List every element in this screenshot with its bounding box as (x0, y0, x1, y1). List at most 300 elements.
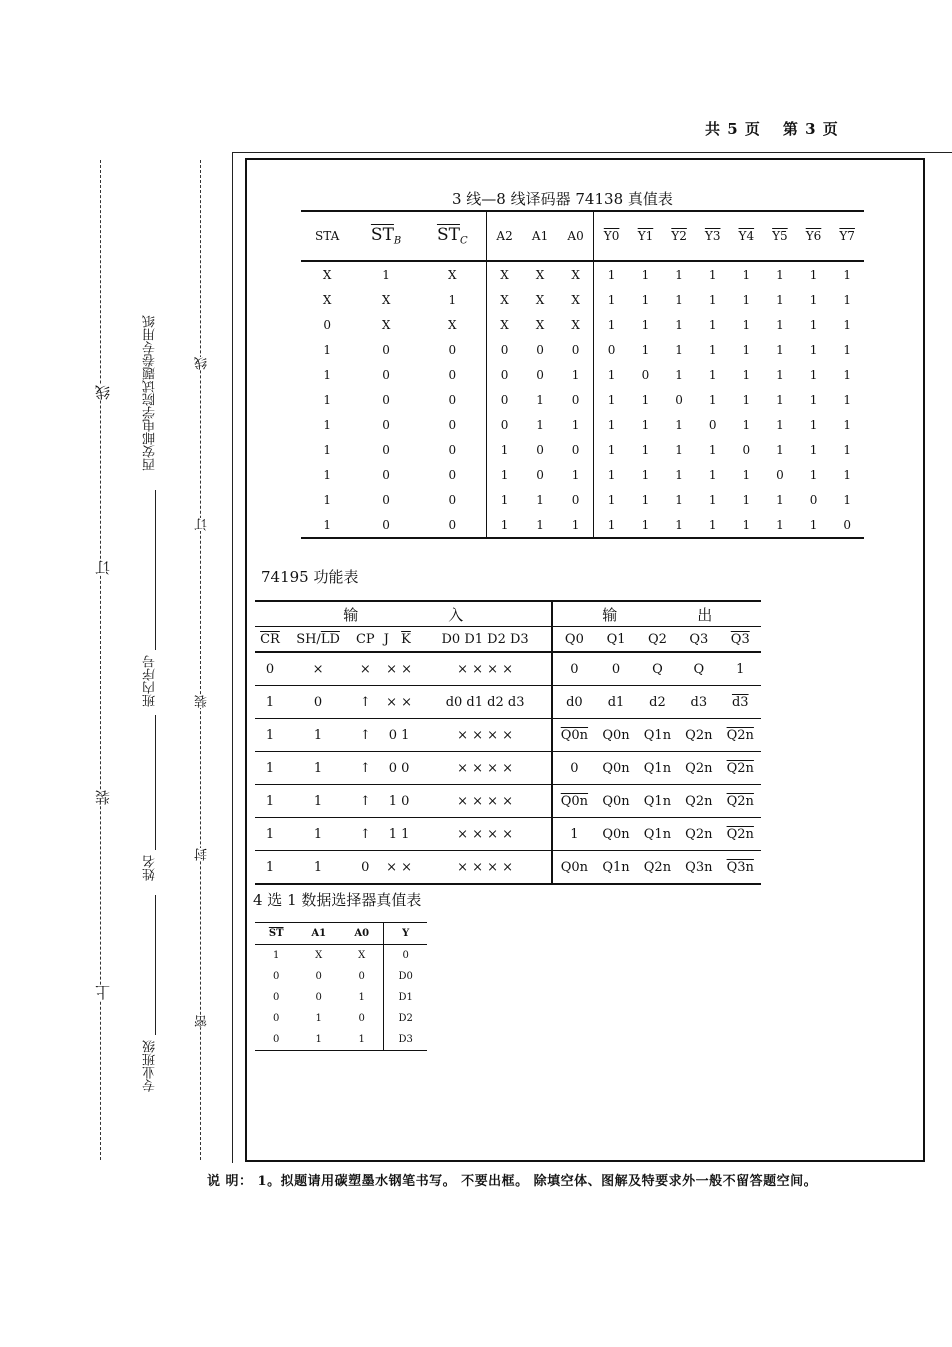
table-cell: Q1n (637, 818, 678, 851)
margin-mark-zhuang: 装 (94, 790, 112, 805)
table-cell: 0 (536, 467, 544, 482)
table-cell: X (558, 261, 594, 287)
table-cell: 0 (536, 342, 544, 357)
table-cell: X (419, 312, 486, 337)
table-cell: 0 (742, 442, 751, 457)
table-row (301, 387, 864, 412)
table-cell: Q2n (678, 752, 719, 785)
table-row (255, 652, 761, 686)
field-class-seq: 班内序号 (143, 655, 158, 707)
table-cell: D0 (398, 971, 413, 982)
table-cell: 0 (315, 971, 322, 982)
table-cell: 0 (675, 392, 683, 407)
table-cell: 1 (607, 417, 616, 432)
table-cell: 0 (843, 517, 851, 532)
table-cell: 0 (382, 392, 390, 407)
table-cell: X (558, 312, 594, 337)
table-cell: × (351, 652, 379, 686)
col-y3: Y3 (704, 229, 721, 243)
table-cell: X (500, 267, 509, 282)
table-cell: 0 (558, 487, 594, 512)
table-cell: Q1n (595, 851, 636, 885)
table-cell: 0 (536, 367, 544, 382)
table-cell: Q0n (552, 851, 595, 885)
table-cell: 1 (708, 267, 717, 282)
table-cell: 1 (809, 342, 818, 357)
table-cell: 1 (809, 417, 818, 432)
table-cell: X (315, 950, 323, 961)
table-cell: 1 (776, 342, 784, 357)
table-cell: 1 (607, 392, 616, 407)
table-cell: Q0n (552, 719, 595, 752)
table-cell: 1 (776, 292, 784, 307)
table-cell: 1 (641, 267, 650, 282)
table-cell: 0 (419, 387, 486, 412)
table-cell: 1 (255, 686, 285, 719)
table-cell: D2 (398, 1013, 413, 1024)
table-cell: 1 (843, 367, 851, 382)
table-cell: 1 (536, 392, 544, 407)
table-cell: 1 (776, 417, 784, 432)
col-y6: Y6 (805, 229, 822, 243)
table-cell: 0 (500, 417, 509, 432)
table-cell: 0 (595, 652, 636, 686)
table-cell: × × × × (419, 752, 553, 785)
table-cell: 1 (708, 492, 717, 507)
table-cell: Q (678, 652, 719, 686)
table-cell: 0 (273, 1013, 280, 1024)
table-row (255, 987, 427, 1008)
table-cell: 1 (323, 442, 331, 457)
col-a0: A0 (558, 211, 594, 261)
table-cell: X (322, 292, 332, 307)
table-cell: 1 (641, 342, 650, 357)
col-q3-bar: Q3 (720, 627, 761, 653)
table-cell: 1 (323, 392, 331, 407)
table-cell: Q (637, 652, 678, 686)
group-output: 输 出 (552, 601, 761, 627)
current-page: 第 3 页 (782, 120, 839, 138)
table-cell: 0 (641, 367, 650, 382)
table-cell: 0 (419, 487, 486, 512)
table-cell: 1 (708, 442, 717, 457)
table-cell: × × × × (419, 652, 553, 686)
table-cell: 1 (500, 442, 509, 457)
table-cell: 1 (776, 442, 784, 457)
col-y1: Y1 (637, 229, 654, 243)
table-cell: 1 (843, 267, 851, 282)
table-cell: 1 (285, 851, 351, 885)
col-y7: Y7 (839, 229, 855, 243)
table-cell: Q0n (595, 785, 636, 818)
table-cell: 1 (843, 342, 851, 357)
table-cell: × × (379, 652, 418, 686)
table-row (301, 362, 864, 387)
field-name: 姓名 (143, 855, 158, 881)
total-pages: 共 5 页 (705, 120, 761, 138)
col-y4: Y4 (738, 229, 755, 243)
col-q3: Q3 (678, 627, 719, 653)
binding-line-outer (100, 160, 101, 1160)
table-cell: Q2n (637, 851, 678, 885)
table-cell: 1 (340, 1029, 384, 1051)
table-cell: 1 (536, 417, 544, 432)
table-cell: 1 (675, 267, 683, 282)
table-cell: 0 1 (379, 719, 418, 752)
table-cell: 1 (809, 267, 818, 282)
table-cell: 1 (285, 785, 351, 818)
table-cell: 1 (500, 467, 509, 482)
table-cell: 1 (843, 442, 851, 457)
table-cell: 1 (607, 317, 616, 332)
table-cell: 0 (809, 492, 818, 507)
table-cell: 1 (843, 467, 851, 482)
col-a1: A1 (531, 229, 549, 243)
col-cp: CP (351, 627, 379, 653)
table-row (255, 752, 761, 785)
table-cell: 0 (558, 337, 594, 362)
table-cell: 1 (742, 342, 751, 357)
table-cell: Q0n (595, 818, 636, 851)
table-cell: 1 (536, 492, 544, 507)
field-paper-title: 西安邮电学院试题卷专用纸 (143, 315, 158, 471)
table-cell: 1 (809, 392, 818, 407)
table-cell: X (535, 317, 545, 332)
table-cell: 1 (776, 392, 784, 407)
table-cell: 0 (536, 442, 544, 457)
table-row (301, 437, 864, 462)
table-row (255, 1008, 427, 1029)
table-cell: 1 (708, 317, 717, 332)
table-cell: 0 (419, 412, 486, 437)
table-cell: 1 (776, 367, 784, 382)
footer-note: 说 明： 1。拟题请用碳塑墨水钢笔书写。 不要出框。 除填空体、图解及特要求外一般不留答题空间。 (207, 1174, 818, 1189)
table-cell: Q2n (720, 785, 761, 818)
table-cell: 1 (500, 517, 509, 532)
table-row (301, 487, 864, 512)
table-cell: 0 (255, 1029, 297, 1051)
table-cell: 1 (720, 652, 761, 686)
table-cell: 1 (708, 292, 717, 307)
table-cell: 1 (641, 517, 650, 532)
table-cell: X (558, 287, 594, 312)
table-cell: 1 (255, 719, 285, 752)
table-cell: 0 (558, 437, 594, 462)
table-cell: 1 (607, 442, 616, 457)
table-cell: X (500, 317, 509, 332)
table-cell: 0 (419, 512, 486, 538)
shift-caption: 74195 功能表 (261, 568, 359, 586)
binding-line-inner (200, 160, 201, 1160)
table-cell: 1 (742, 267, 751, 282)
table-cell: 1 (323, 467, 331, 482)
table-cell: 0 (285, 686, 351, 719)
field-line-seq (155, 490, 156, 650)
table-cell: 1 (742, 467, 751, 482)
table-row (301, 312, 864, 337)
table-row (255, 1029, 427, 1051)
table-cell: 1 (843, 317, 851, 332)
table-cell: Q2n (720, 752, 761, 785)
table-cell: d0 (552, 686, 595, 719)
table-cell: 1 (843, 492, 851, 507)
table-cell: Q3n (720, 851, 761, 885)
table-cell: 0 (500, 342, 509, 357)
table-row (255, 818, 761, 851)
margin-mark-xian2: 线 (195, 357, 210, 370)
table-cell: Q2n (678, 719, 719, 752)
col-sh-ld: $SH/\overline{LD}$ (285, 627, 351, 653)
table-row (301, 412, 864, 437)
table-cell: × × × × (419, 851, 553, 885)
table-cell: d3 (678, 686, 719, 719)
field-line-major (155, 895, 156, 1035)
table-cell: d3 (720, 686, 761, 719)
col-y: Y (384, 923, 427, 945)
table-cell: 1 (323, 342, 331, 357)
table-cell: 0 (500, 392, 509, 407)
table-cell: 1 (323, 417, 331, 432)
table-cell: Q0n (595, 752, 636, 785)
col-q2: Q2 (637, 627, 678, 653)
table-cell: 0 0 (379, 752, 418, 785)
table-cell: × × × × (419, 785, 553, 818)
table-row (301, 512, 864, 538)
table-cell: 1 (776, 267, 784, 282)
col-cr: $\overline{CR}$ (255, 627, 285, 653)
mux-caption: 4 选 1 数据选择器真值表 (253, 891, 422, 909)
margin-mark-mi: 密 (195, 1015, 210, 1028)
table-cell: 1 (742, 417, 751, 432)
mux-truth-table (255, 922, 427, 1051)
table-cell: 1 (675, 342, 683, 357)
table-cell: Q0n (595, 719, 636, 752)
col-a0: A0 (340, 923, 384, 945)
table-cell: × × (379, 686, 418, 719)
table-cell: 1 (809, 467, 818, 482)
table-cell: 1 (558, 512, 594, 538)
table-cell: 0 (402, 950, 409, 961)
table-cell: 0 (382, 517, 390, 532)
table-cell: 0 (419, 437, 486, 462)
table-cell: d0 d1 d2 d3 (419, 686, 553, 719)
table-cell: 1 (255, 785, 285, 818)
table-cell: 1 (285, 752, 351, 785)
table-cell: 1 (809, 317, 818, 332)
table-cell: 1 (297, 1029, 340, 1051)
table-cell: Q2n (720, 818, 761, 851)
table-cell: 1 (708, 342, 717, 357)
table-cell: 1 (843, 392, 851, 407)
table-cell: Q3n (678, 851, 719, 885)
col-a1: A1 (297, 923, 340, 945)
col-a2: A2 (496, 229, 513, 243)
table-cell: 1 (809, 292, 818, 307)
table-cell: X (381, 317, 391, 332)
table-cell: 1 (641, 392, 650, 407)
table-cell: 1 (558, 412, 594, 437)
table-cell: 0 (323, 317, 331, 332)
table-cell: 1 (675, 442, 683, 457)
table-cell: D1 (398, 992, 413, 1003)
table-cell: 0 (776, 467, 784, 482)
table-cell: 1 (323, 367, 331, 382)
table-cell: ↑ (351, 686, 379, 719)
table-cell: 1 (323, 517, 331, 532)
table-cell: 1 (607, 367, 616, 382)
col-k: $\overline{K}$ (393, 627, 419, 653)
table-cell: 1 (273, 950, 280, 961)
table-cell: 0 (382, 467, 390, 482)
decoder-truth-table (301, 210, 864, 539)
table-cell: 1 (641, 492, 650, 507)
col-stc: $\overline{ST}_C$ (419, 211, 486, 261)
table-row (301, 337, 864, 362)
table-cell: Q2n (678, 785, 719, 818)
table-cell: 1 (340, 987, 384, 1008)
table-cell: 0 (552, 752, 595, 785)
table-cell: 1 (776, 517, 784, 532)
table-cell: × (285, 652, 351, 686)
table-cell: 1 (607, 492, 616, 507)
table-cell: 1 (708, 392, 717, 407)
table-cell: 1 (641, 317, 650, 332)
table-cell: 1 (285, 818, 351, 851)
table-cell: Q1n (637, 785, 678, 818)
table-cell: Q1n (637, 719, 678, 752)
table-cell: 0 (315, 992, 322, 1003)
page-number (705, 118, 861, 139)
table-cell: 0 (382, 442, 390, 457)
table-cell: 1 (255, 818, 285, 851)
col-j: J (379, 627, 393, 653)
table-cell: 0 (552, 652, 595, 686)
shift-function-table (255, 600, 761, 885)
table-cell: 1 (809, 367, 818, 382)
table-cell: 1 (675, 492, 683, 507)
table-cell: 1 (675, 292, 683, 307)
table-cell: 0 (351, 851, 379, 885)
table-cell: 1 (641, 417, 650, 432)
table-cell: 1 (675, 467, 683, 482)
field-major-class: 专业班级 (143, 1040, 158, 1092)
table-cell: 1 (552, 818, 595, 851)
table-row (255, 785, 761, 818)
table-cell: Q2n (720, 719, 761, 752)
table-cell: Q2n (678, 818, 719, 851)
table-cell: 0 (419, 462, 486, 487)
table-cell: 1 (742, 367, 751, 382)
margin-mark-zhuang2: 装 (195, 695, 210, 708)
group-input: 输 入 (255, 601, 552, 627)
col-q1: Q1 (595, 627, 636, 653)
field-line-name (155, 715, 156, 850)
table-cell: × × (379, 851, 418, 885)
margin-mark-shang: 上 (94, 985, 112, 1000)
table-row (255, 945, 427, 967)
table-cell: 0 (255, 652, 285, 686)
table-cell: 1 0 (379, 785, 418, 818)
table-cell: 1 (708, 367, 717, 382)
table-cell: 1 (742, 517, 751, 532)
table-cell: D3 (384, 1029, 427, 1051)
table-cell: 1 (558, 362, 594, 387)
table-cell: 1 (255, 752, 285, 785)
table-cell: 1 (843, 417, 851, 432)
table-cell: 1 (742, 392, 751, 407)
table-cell: 0 (500, 367, 509, 382)
col-st: $\overline{ST}$ (255, 923, 297, 945)
table-cell: X (500, 292, 509, 307)
table-cell: 0 (419, 362, 486, 387)
table-cell: 0 (273, 992, 280, 1003)
col-q0: Q0 (552, 627, 595, 653)
table-row (301, 462, 864, 487)
table-cell: 1 (776, 317, 784, 332)
margin-mark-ding: 订 (94, 560, 112, 575)
table-cell: 0 (382, 417, 390, 432)
table-cell: 1 (809, 517, 818, 532)
table-cell: X (381, 292, 391, 307)
table-cell: 1 (255, 851, 285, 885)
table-cell: 1 (675, 517, 683, 532)
table-cell: X (322, 267, 332, 282)
table-cell: Q0n (552, 785, 595, 818)
table-cell: 1 (675, 367, 683, 382)
table-cell: 1 (641, 467, 650, 482)
table-cell: X (340, 945, 384, 967)
table-row (255, 966, 427, 987)
table-cell: X (535, 292, 545, 307)
table-cell: d2 (637, 686, 678, 719)
table-cell: 0 (607, 342, 616, 357)
table-cell: X (419, 261, 486, 287)
table-cell: 0 (382, 367, 390, 382)
table-cell: d1 (595, 686, 636, 719)
table-cell: 0 (708, 417, 717, 432)
table-cell: 1 (558, 462, 594, 487)
table-cell: X (535, 267, 545, 282)
table-cell: 1 (708, 467, 717, 482)
table-cell: 1 (500, 492, 509, 507)
table-row (255, 719, 761, 752)
table-cell: 1 (607, 267, 616, 282)
table-cell: 1 (809, 442, 818, 457)
table-cell: 1 (382, 267, 390, 282)
col-y0: Y0 (603, 229, 620, 243)
col-sta: STA (315, 229, 340, 243)
table-cell: 1 (285, 719, 351, 752)
table-cell: 1 (607, 517, 616, 532)
table-cell: 1 (607, 467, 616, 482)
table-cell: 1 (843, 292, 851, 307)
table-cell: 0 (558, 387, 594, 412)
decoder-caption: 3 线—8 线译码器 74138 真值表 (452, 190, 673, 208)
table-cell: 1 1 (379, 818, 418, 851)
table-cell: ↑ (351, 752, 379, 785)
table-cell: 1 (641, 292, 650, 307)
col-stb: $\overline{ST}_B$ (370, 225, 402, 247)
table-row (255, 686, 761, 719)
table-row (301, 287, 864, 312)
col-d: D0 D1 D2 D3 (419, 627, 553, 653)
table-cell: 0 (340, 966, 384, 987)
table-cell: ↑ (351, 818, 379, 851)
table-cell: 1 (323, 492, 331, 507)
table-cell: 1 (776, 492, 784, 507)
table-cell: 1 (675, 417, 683, 432)
table-cell: 1 (536, 517, 544, 532)
